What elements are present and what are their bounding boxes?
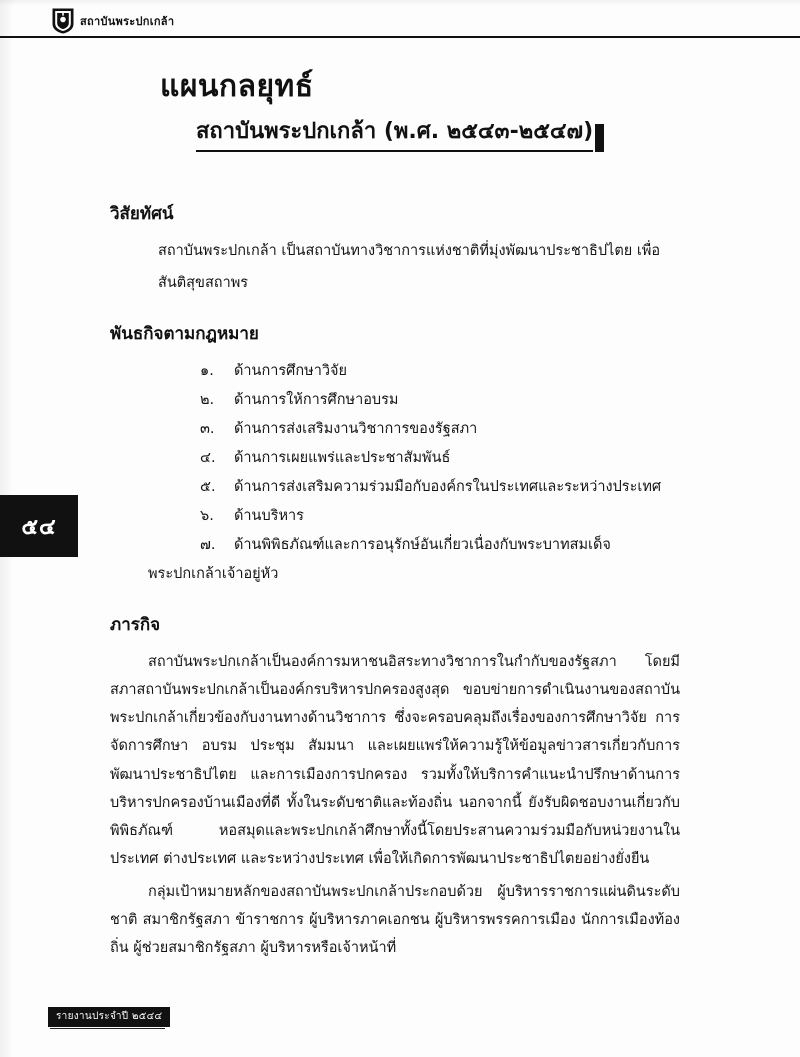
title-block	[160, 70, 680, 152]
list-item-number: ๓.	[200, 420, 215, 437]
list-item	[110, 502, 680, 531]
page-subtitle: สถาบันพระปกเกล้า (พ.ศ. ๒๕๔๓-๒๕๔๗)	[196, 113, 593, 152]
title-square-marker	[595, 124, 604, 152]
list-item-number: ๔.	[200, 449, 216, 466]
list-item-number: ๑.	[200, 362, 214, 379]
mandate-paragraph-2: กลุ่มเป้าหมายหลักของสถาบันพระปกเกล้าประกอบด้วย ผู้บริหารราชการแผ่นดินระดับชาติ สมาชิกรัฐสภา ข้าราชการ ผู้บริหารภาคเอกชน ผู้บริหารพรรคการเมือง นักการเมืองท้องถิ่น ผู้ช่วยสมาชิกรัฐสภา ผู้บริหารหรือเจ้าหน้าที่	[110, 883, 680, 957]
vision-paragraph-line2: สันติสุขสถาพร	[158, 275, 249, 292]
page-header	[52, 8, 174, 34]
list-item	[110, 444, 680, 473]
vision-paragraph-line1: สถาบันพระปกเกล้า เป็นสถาบันทางวิชาการแห่งชาติที่มุ่งพัฒนาประชาธิปไตย เพื่อ	[158, 243, 661, 259]
list-item	[110, 473, 680, 502]
list-item-label: ด้านการส่งเสริมงานวิชาการของรัฐสภา	[234, 420, 478, 437]
list-item-number: ๗.	[200, 536, 216, 553]
list-item-label: ด้านการเผยแพร่และประชาสัมพันธ์	[234, 449, 451, 466]
list-item-number: ๒.	[200, 391, 215, 408]
footer-label: รายงานประจำปี ๒๕๔๔	[48, 1007, 170, 1027]
list-item-label: ด้านการให้การศึกษาอบรม	[234, 391, 399, 408]
section-mandate	[110, 611, 680, 963]
list-item-label: ด้านการศึกษาวิจัย	[234, 362, 347, 379]
list-item-label: ด้านพิพิธภัณฑ์และการอนุรักษ์อันเกี่ยวเนื่องกับพระบาทสมเด็จ	[234, 536, 611, 553]
section-heading-mandate: ภารกิจ	[110, 614, 161, 635]
document-body	[110, 200, 680, 968]
mandate-paragraph-1: สถาบันพระปกเกล้าเป็นองค์การมหาชนอิสระทางวิชาการในกำกับของรัฐสภา โดยมีสภาสถาบันพระปกเกล้าเป็นองค์กรบริหารปกครองสูงสุด ขอบข่ายการดำเนินงานของสถาบันพระปกเกล้าเกี่ยวข้องกับงานทางด้านวิชาการ ซึ่งจะครอบคลุมถึงเรื่องของการศึกษาวิจัย การจัดการศึกษา อบรม ประชุม สัมมนา และเผยแพร่ให้ความรู้ให้ข้อมูลข่าวสารเกี่ยวกับการพัฒนาประชาธิปไตย และการเมืองการปกครอง รวมทั้งให้บริการคำแนะนำปรึกษาด้านการบริหารปกครองบ้านเมืองที่ดี ทั้งในระดับชาติและท้องถิ่น นอกจากนี้ ยังรับผิดชอบงานเกี่ยวกับพิพิธภัณฑ์ หอสมุดและพระปกเกล้าศึกษาทั้งนี้โดยประสานความร่วมมือกับหน่วยงานในประเทศ ต่างประเทศ และระหว่างประเทศ เพื่อให้เกิดการพัฒนาประชาธิปไตยอย่างยั่งยืน	[110, 653, 680, 868]
section-heading-vision: วิสัยทัศน์	[110, 204, 174, 224]
section-heading-legal-mission: พันธกิจตามกฎหมาย	[110, 323, 259, 344]
list-item-number: ๕.	[200, 478, 216, 495]
page-title: แผนกลยุทธ์	[160, 69, 314, 104]
section-legal-mission	[110, 320, 680, 589]
emblem-shield-icon	[52, 8, 74, 34]
header-org-name: สถาบันพระปกเกล้า	[80, 15, 175, 28]
footer-divider	[50, 1028, 165, 1029]
legal-mission-list-continuation: พระปกเกล้าเจ้าอยู่หัว	[148, 565, 279, 582]
header-divider	[0, 36, 800, 38]
section-vision	[110, 200, 680, 298]
legal-mission-list	[110, 357, 680, 560]
list-item	[110, 357, 680, 386]
list-item-label: ด้านบริหาร	[234, 507, 304, 524]
page-top-shading	[0, 0, 800, 6]
list-item-label: ด้านการส่งเสริมความร่วมมือกับองค์กรในประเทศและระหว่างประเทศ	[234, 478, 662, 495]
list-item-number: ๖.	[200, 507, 214, 524]
list-item	[110, 415, 680, 444]
page-number-tab: ๕๔	[0, 495, 78, 557]
list-item	[110, 531, 680, 560]
list-item	[110, 386, 680, 415]
